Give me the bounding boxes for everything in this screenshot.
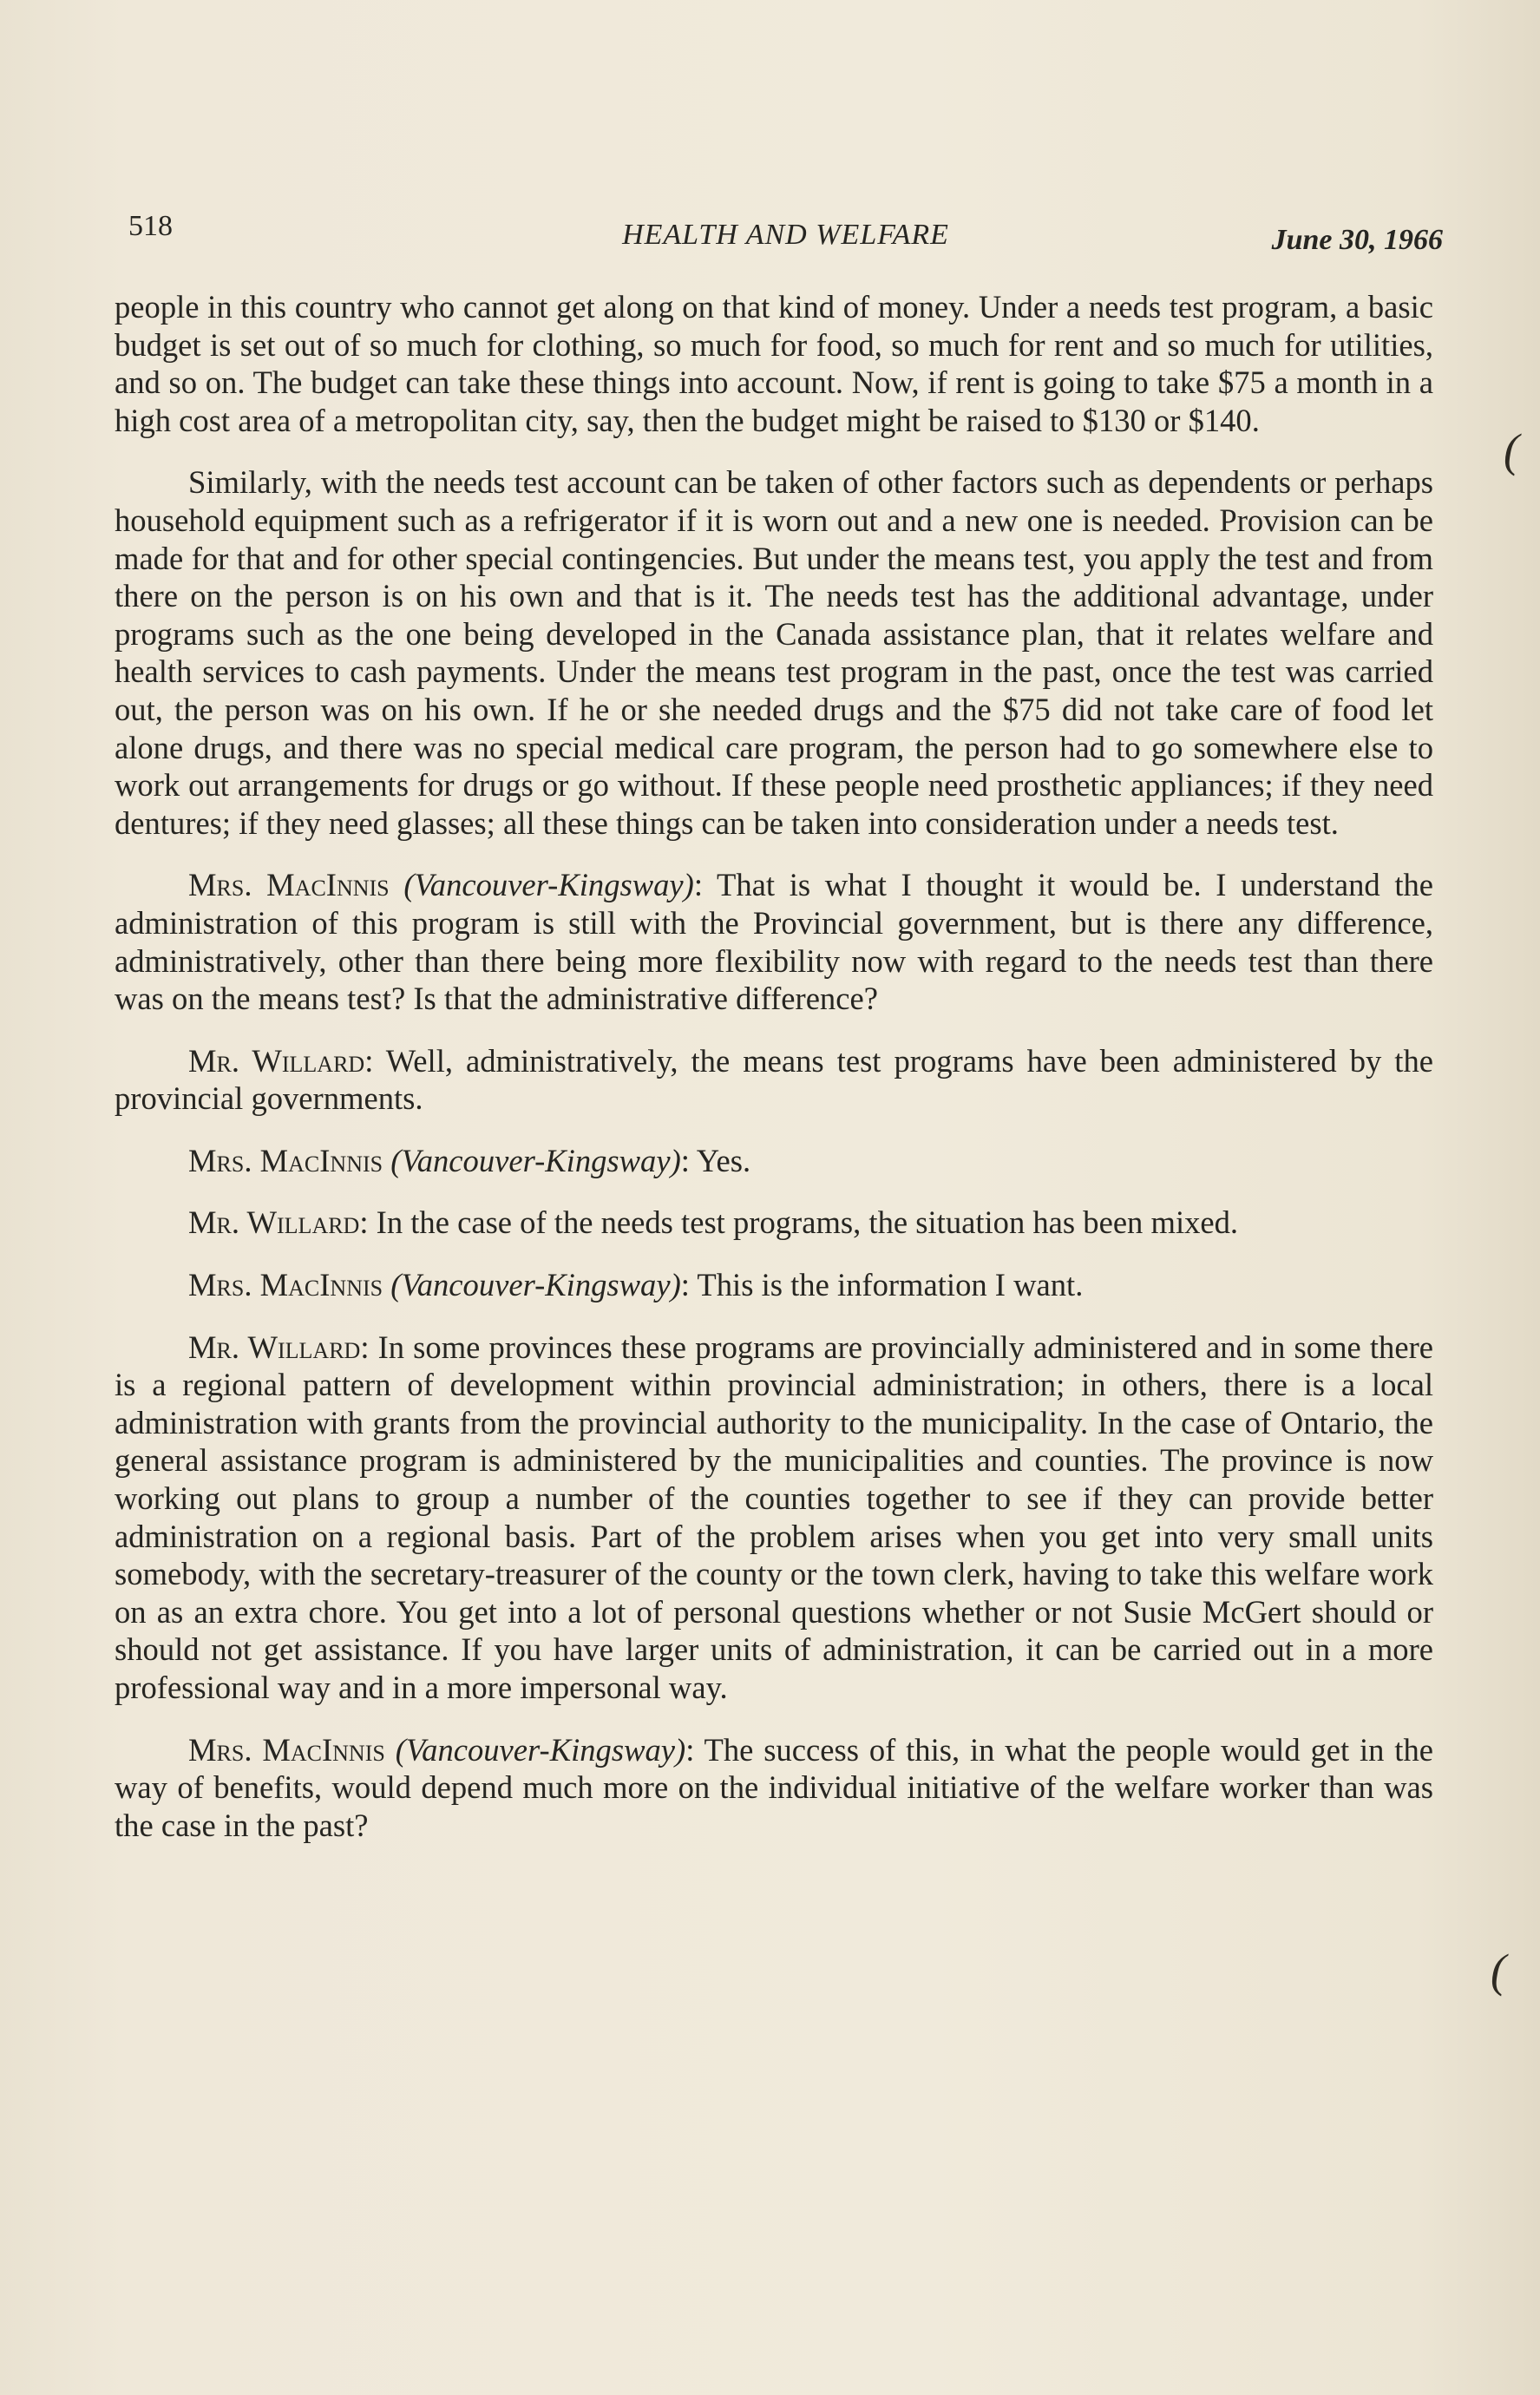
header-date: June 30, 1966 [1271,224,1443,256]
speech-willard-2 [115,1204,1433,1242]
speaker-name: Mr. Willard [188,1042,365,1079]
paragraph-2 [115,463,1433,842]
speaker-name: Mrs. MacInnis [188,1142,383,1178]
speech-text: : This is the information I want. [680,1267,1084,1303]
speech-macinnis-3 [115,1266,1433,1304]
speaker-riding: (Vancouver-Kingsway) [395,1731,686,1768]
speaker-name: Mrs. MacInnis [188,1267,383,1303]
page-body [115,288,1433,1868]
speaker-riding: (Vancouver-Kingsway) [403,867,694,903]
speech-macinnis-1 [115,866,1433,1017]
margin-mark-1: ( [1504,424,1519,476]
speech-macinnis-4 [115,1731,1433,1845]
speech-text: : Yes. [680,1142,751,1178]
paragraph-text: people in this country who cannot get along on that kind of money. Under a needs test program, a basic budget is set out of so much for clothing, so much for food, so much for rent and so much for utilities, and so on. The budget can take these things into account. Now, if rent is going to take $75 a month in a high cost area of a metropolitan city, say, then the budget might be raised to $130 or $140. [115,289,1433,438]
paragraph-text: Similarly, with the needs test account can be taken of other factors such as dependents or perhaps household equipment such as a refrigerator if it is worn out and a new one is needed. Provision can be made for that and for other special contingencies. But under the means test, you apply the test and from there on the person is on his own and that is it. The needs test has the additional advantage, under programs such as the one being developed in the Canada assistance plan, that it relates welfare and health services to cash payments. Under the means test program in the past, once the test was carried out, the person was on his own. If he or she needed drugs and the $75 did not take care of food let alone drugs, and there was no special medical care program, the person had to go somewhere else to work out arrangements for drugs or go without. If these people need prosthetic appliances; if they need dentures; if they need glasses; all these things can be taken into consideration under a needs test. [115,464,1433,841]
running-title: HEALTH AND WELFARE [622,219,949,251]
margin-mark-2: ( [1491,1945,1506,1997]
speaker-riding: (Vancouver-Kingsway) [390,1142,681,1178]
speech-macinnis-2 [115,1142,1433,1180]
speech-text: : In the case of the needs test programs, the situation has been mixed. [359,1204,1239,1241]
speech-text: : That is what I thought it would be. I understand the administration of this program is still with the Provincial government, but is there any difference, administratively, other than there being more flexibility now with regard to the needs test than there was on the means test? Is that the administrative difference? [115,867,1434,1017]
speaker-name: Mr. Willard [188,1204,360,1241]
speech-willard-1 [115,1042,1433,1118]
speech-text: : The success of this, in what the people would get in the way of benefits, would depend much more on the individual initiative of the welfare worker than was the case in the past? [115,1731,1433,1843]
paragraph-1 [115,288,1433,439]
page-number: 518 [128,210,173,242]
speaker-name: Mrs. MacInnis [188,1731,385,1768]
speech-text: : In some provinces these programs are provincially administered and in some there is a regional pattern of development within provincial administration; in others, there is a local administration with grants from the provincial authority to the municipality. In the case of Ontario, the general assistance program is administered by the municipalities and counties. The province is now working out plans to group a number of the counties together to see if they can provide better administration on a regional basis. Part of the problem arises when you get into very small units somebody, with the secretary-treasurer of the county or the town clerk, having to take this welfare work on as an extra chore. You get into a lot of personal questions whether or not Susie McGert should or should not get assistance. If you have larger units of administration, it can be carried out in a more professional way and in a more impersonal way. [115,1329,1433,1705]
speech-text: : Well, administratively, the means test programs have been administered by the provincial governments. [115,1042,1433,1117]
speaker-name: Mr. Willard [188,1329,361,1365]
page-header [128,207,1443,259]
speaker-name: Mrs. MacInnis [188,867,390,903]
speech-willard-3 [115,1329,1433,1707]
speaker-riding: (Vancouver-Kingsway) [390,1267,681,1303]
